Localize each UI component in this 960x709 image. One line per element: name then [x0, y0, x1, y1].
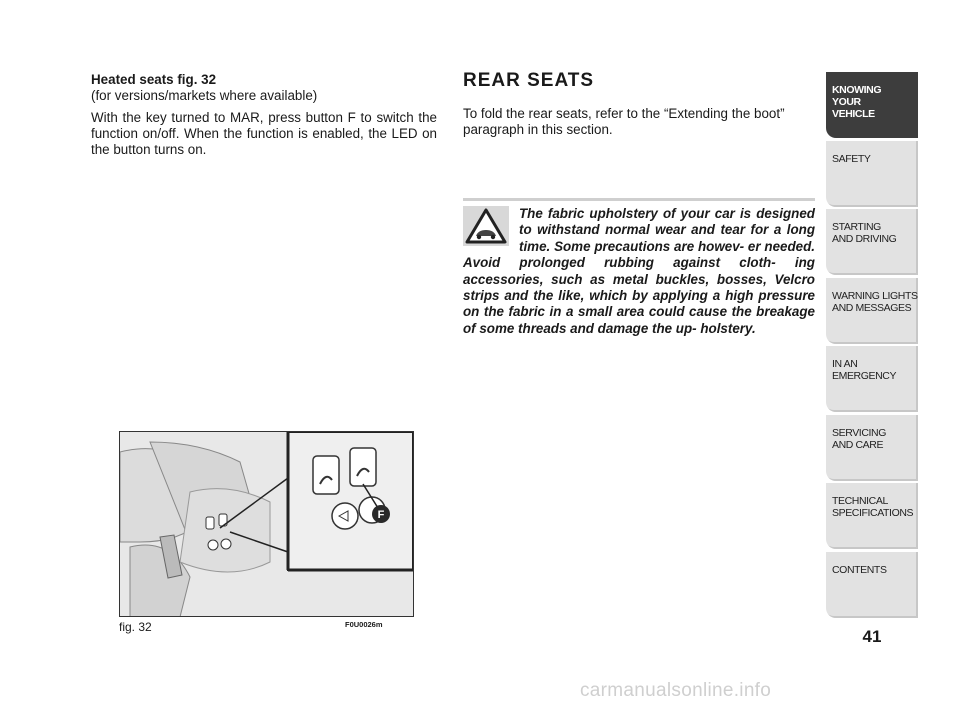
warning-text: The fabric upholstery of your car is designed to withstand normal wear and tear for a long time. Some precautions are howev- er needed. Avoid prolonged rubbing against cloth- ing accessories, such as metal buckles, bosses, Velcro strips and the like, which by applying a high pressure on the fabric in a small area could cause the breakage of some threads and damage the up- holstery. — [463, 206, 815, 336]
figure-caption: fig. 32 — [119, 620, 152, 634]
tab-servicing-and-care[interactable]: SERVICING AND CARE — [826, 415, 918, 481]
rear-seats-title: REAR SEATS — [463, 70, 595, 91]
warning-text-block — [463, 206, 815, 337]
warning-divider — [463, 198, 815, 201]
rear-seats-body: To fold the rear seats, refer to the “Extending the boot” paragraph in this section. — [463, 106, 785, 137]
figure-code: F0U0026m — [345, 620, 383, 629]
heated-seats-figure — [119, 431, 414, 617]
tab-warning-lights[interactable]: WARNING LIGHTS AND MESSAGES — [826, 278, 918, 344]
rear-seats-section — [463, 70, 815, 138]
tab-starting-and-driving[interactable]: STARTING AND DRIVING — [826, 209, 918, 275]
tab-contents[interactable]: CONTENTS — [826, 552, 918, 618]
watermark: carmanualsonline.info — [580, 680, 772, 701]
heated-seats-body: With the key turned to MAR, press button F to switch the function on/off. When the function is enabled, the LED on the button turns on. — [91, 110, 437, 157]
heated-seats-subheading: (for versions/markets where available) — [91, 88, 318, 103]
heated-seats-section — [91, 72, 437, 164]
tab-knowing-your-vehicle[interactable]: KNOWING YOUR VEHICLE — [826, 72, 918, 138]
tab-in-an-emergency[interactable]: IN AN EMERGENCY — [826, 346, 918, 412]
page-number: 41 — [862, 627, 882, 646]
tab-technical-specifications[interactable]: TECHNICAL SPECIFICATIONS — [826, 483, 918, 549]
heated-seats-heading: Heated seats fig. 32 — [91, 72, 217, 87]
tab-safety[interactable]: SAFETY — [826, 141, 918, 207]
chapter-sidebar — [826, 72, 918, 620]
callout-letter-f: F — [377, 509, 385, 521]
